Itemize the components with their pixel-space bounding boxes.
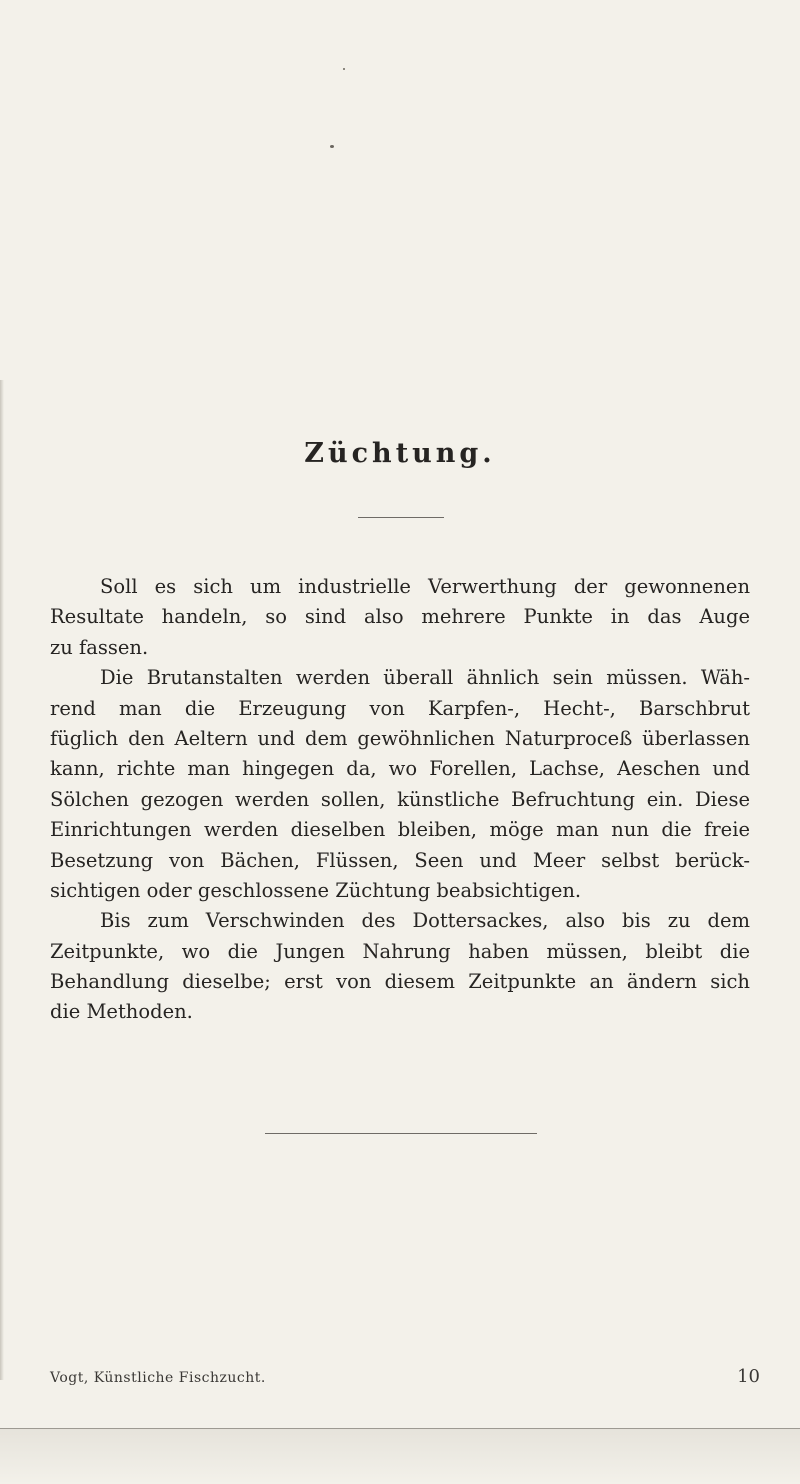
page-number: 10 — [737, 1366, 760, 1387]
text-line: Sölchen gezogen werden sollen, künstliche Befruchtung ein. Diese — [50, 787, 750, 811]
text-line: Zeitpunkte, wo die Jungen Nahrung haben müssen, bleibt die — [50, 939, 750, 963]
text-line: Die Brutanstalten werden überall ähnlich sein müssen. Wäh- — [100, 666, 750, 690]
section-title: Züchtung. — [304, 438, 496, 469]
text-line: Bis zum Verschwinden des Dottersackes, also bis zu dem — [100, 909, 750, 933]
title-rule — [358, 517, 444, 518]
paragraph — [50, 906, 750, 1028]
text-line: Behandlung dieselbe; erst von diesem Zeitpunkte an ändern sich — [50, 970, 750, 994]
page-edge-shadow — [0, 380, 4, 1380]
text-line: Soll es sich um industrielle Verwerthung der gewonnenen — [100, 575, 750, 598]
ink-speck — [330, 145, 334, 148]
text-line: die Methoden. — [50, 1000, 193, 1024]
text-line: kann, richte man hingegen da, wo Forellen, Lachse, Aeschen und — [50, 757, 750, 781]
paragraph — [50, 663, 750, 906]
scan-edge-shadow — [0, 1429, 800, 1484]
text-line: füglich den Aeltern und dem gewöhnlichen Naturproceß überlassen — [50, 726, 750, 750]
text-line: Einrichtungen werden dieselben bleiben, möge man nun die freie — [50, 818, 750, 842]
running-title: Vogt, Künstliche Fischzucht. — [50, 1370, 266, 1386]
text-line: Resultate handeln, so sind also mehrere Punkte in das Auge — [50, 605, 750, 629]
body-text — [50, 572, 750, 1028]
text-line: zu fassen. — [50, 635, 149, 659]
paragraph — [50, 572, 750, 663]
text-line: Besetzung von Bächen, Flüssen, Seen und Meer selbst berück- — [50, 848, 750, 872]
text-line: sichtigen oder geschlossene Züchtung beabsichtigen. — [50, 878, 582, 902]
ink-speck — [343, 68, 345, 70]
text-line: rend man die Erzeugung von Karpfen-, Hecht-, Barschbrut — [50, 696, 750, 720]
section-end-rule — [265, 1133, 537, 1134]
